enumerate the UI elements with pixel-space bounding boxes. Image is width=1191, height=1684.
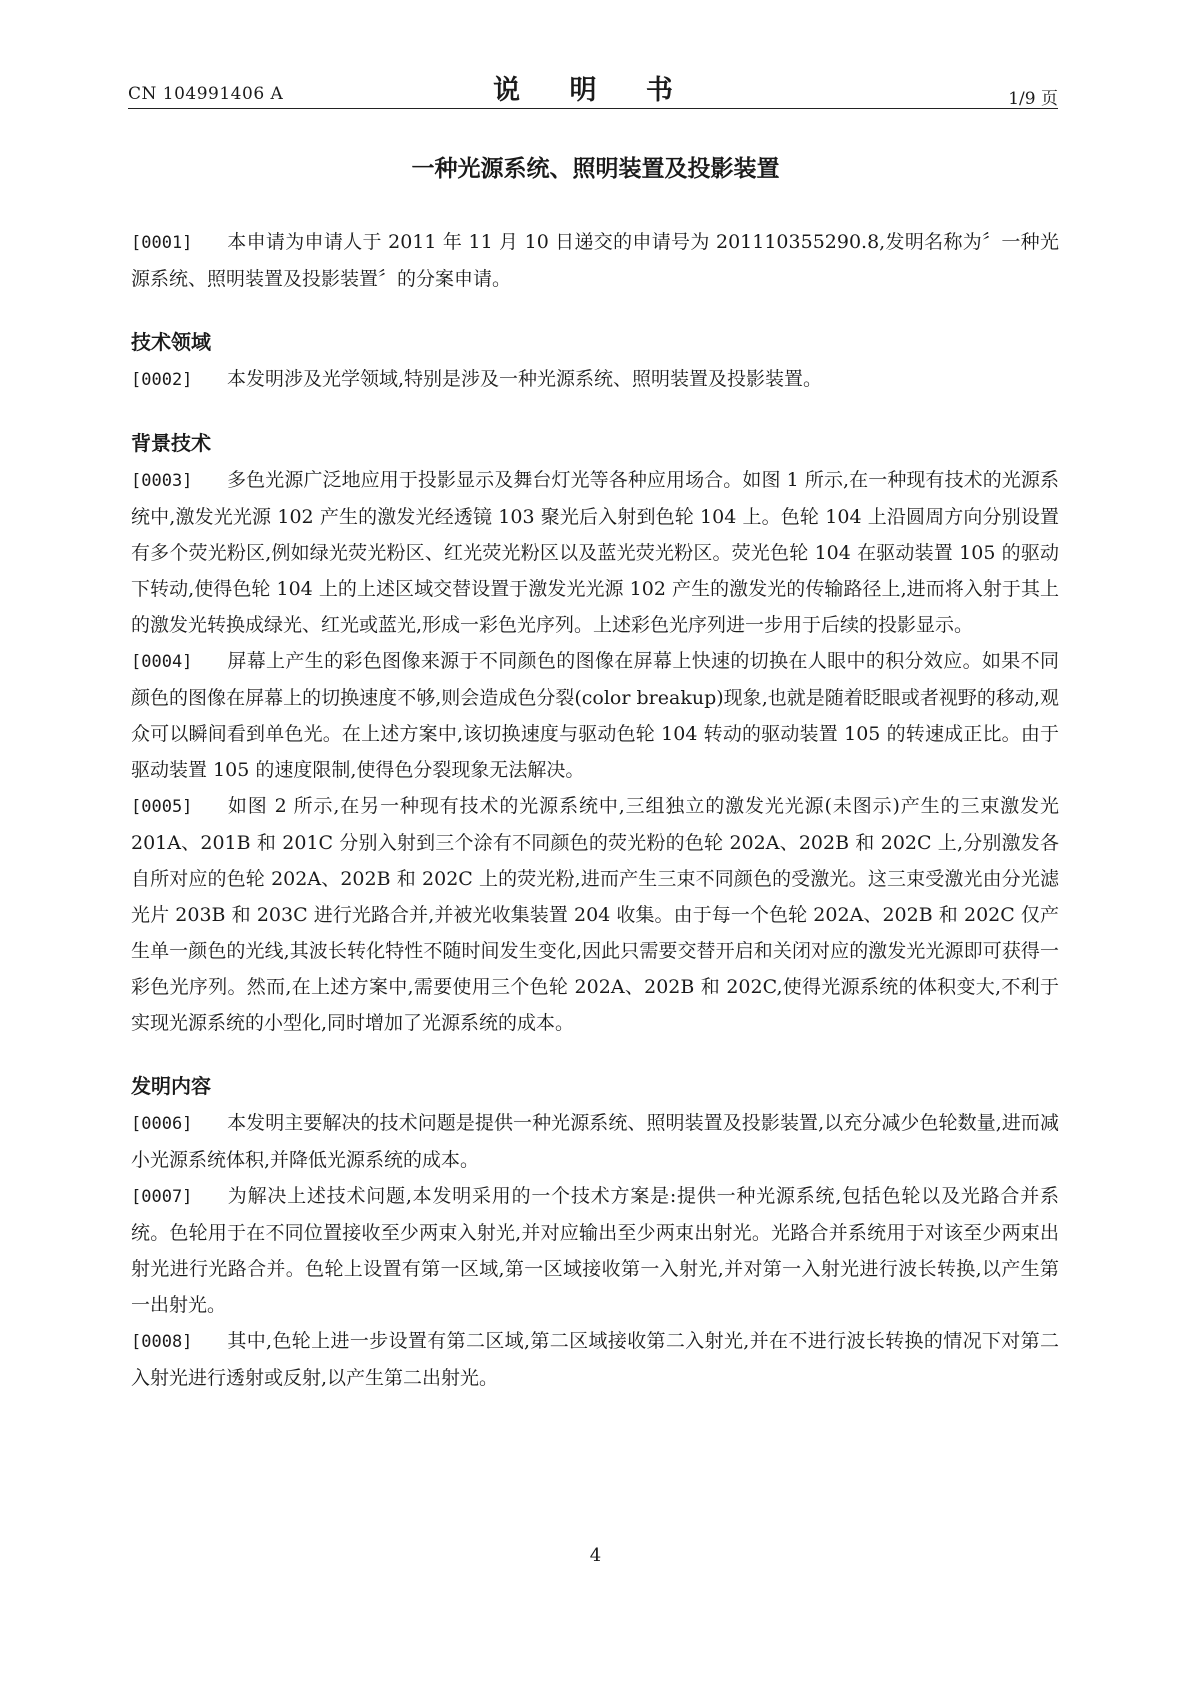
paragraph-text: 其中,色轮上进一步设置有第二区域,第二区域接收第二入射光,并在不进行波长转换的情况下对第二入射光进行透射或反射,以产生第二出射光。 (131, 1330, 1059, 1389)
page-indicator: 1/9 页 (1008, 89, 1058, 109)
paragraph-number: [0008] (131, 1332, 193, 1352)
paragraph-number: [0004] (131, 652, 193, 672)
page-header (128, 64, 1058, 109)
paragraph-text: 多色光源广泛地应用于投影显示及舞台灯光等各种应用场合。如图 1 所示,在一种现有技术的光源系统中,激发光光源 102 产生的激发光经透镜 103 聚光后入射到色轮 104 上。色轮 104 上沿圆周方向分别设置有多个荧光粉区,例如绿光荧光粉区、红光荧光粉区以及蓝光荧光粉区。荧光色轮 104 在驱动装置 105 的驱动下转动,使得色轮 104 上的上述区域交替设置于激发光光源 102 产生的激发光的传输路径上,进而将入射于其上的激发光转换成绿光、红光或蓝光,形成一彩色光序列。上述彩色光序列进一步用于后续的投影显示。 (131, 469, 1059, 636)
paragraph (131, 643, 1059, 788)
document-body (131, 224, 1059, 1396)
paragraph-number: [0001] (131, 233, 193, 253)
paragraph-number: [0003] (131, 471, 193, 491)
paragraph-number: [0002] (131, 370, 193, 390)
paragraph (131, 1105, 1059, 1178)
paragraph-number: [0007] (131, 1187, 193, 1207)
paragraph-text: 本申请为申请人于 2011 年 11 月 10 日递交的申请号为 201110355290.8,发明名称为〞一种光源系统、照明装置及投影装置〞的分案申请。 (131, 231, 1059, 290)
paragraph (131, 788, 1059, 1041)
paragraph-text: 屏幕上产生的彩色图像来源于不同颜色的图像在屏幕上快速的切换在人眼中的积分效应。如果不同颜色的图像在屏幕上的切换速度不够,则会造成色分裂(color breakup)现象,也就是随着眨眼或者视野的移动,观众可以瞬间看到单色光。在上述方案中,该切换速度与驱动色轮 104 转动的驱动装置 105 的转速成正比。由于驱动装置 105 的速度限制,使得色分裂现象无法解决。 (131, 650, 1059, 781)
paragraph-number: [0005] (131, 797, 193, 817)
paragraph-text: 如图 2 所示,在另一种现有技术的光源系统中,三组独立的激发光光源(未图示)产生的三束激发光 201A、201B 和 201C 分别入射到三个涂有不同颜色的荧光粉的色轮 202A、202B 和 202C 上,分别激发各自所对应的色轮 202A、202B 和 202C 上的荧光粉,进而产生三束不同颜色的受激光。这三束受激光由分光滤光片 203B 和 203C 进行光路合并,并被光收集装置 204 收集。由于每一个色轮 202A、202B 和 202C 仅产生单一颜色的光线,其波长转化特性不随时间发生变化,因此只需要交替开启和关闭对应的激发光光源即可获得一彩色光序列。然而,在上述方案中,需要使用三个色轮 202A、202B 和 202C,使得光源系统的体积变大,不利于实现光源系统的小型化,同时增加了光源系统的成本。 (131, 795, 1059, 1034)
paragraph-text: 为解决上述技术问题,本发明采用的一个技术方案是:提供一种光源系统,包括色轮以及光路合并系统。色轮用于在不同位置接收至少两束入射光,并对应输出至少两束出射光。光路合并系统用于对该至少两束出射光进行光路合并。色轮上设置有第一区域,第一区域接收第一入射光,并对第一入射光进行波长转换,以产生第一出射光。 (131, 1185, 1059, 1316)
page-number: 4 (589, 1545, 602, 1566)
section-heading: 背景技术 (131, 431, 211, 455)
paragraph (131, 462, 1059, 643)
paragraph-text: 本发明主要解决的技术问题是提供一种光源系统、照明装置及投影装置,以充分减少色轮数量,进而减小光源系统体积,并降低光源系统的成本。 (131, 1112, 1059, 1171)
section-heading: 技术领域 (131, 330, 211, 354)
section-heading: 发明内容 (131, 1074, 211, 1098)
paragraph-text: 本发明涉及光学领域,特别是涉及一种光源系统、照明装置及投影装置。 (227, 368, 823, 390)
paragraph (131, 1178, 1059, 1323)
document-type: 说 明 书 (493, 75, 693, 106)
paragraph (131, 361, 1059, 398)
document-title: 一种光源系统、照明装置及投影装置 (411, 156, 780, 182)
paragraph (131, 224, 1059, 297)
patent-number: CN 104991406 A (128, 84, 284, 104)
paragraph (131, 1323, 1059, 1396)
paragraph-number: [0006] (131, 1114, 193, 1134)
